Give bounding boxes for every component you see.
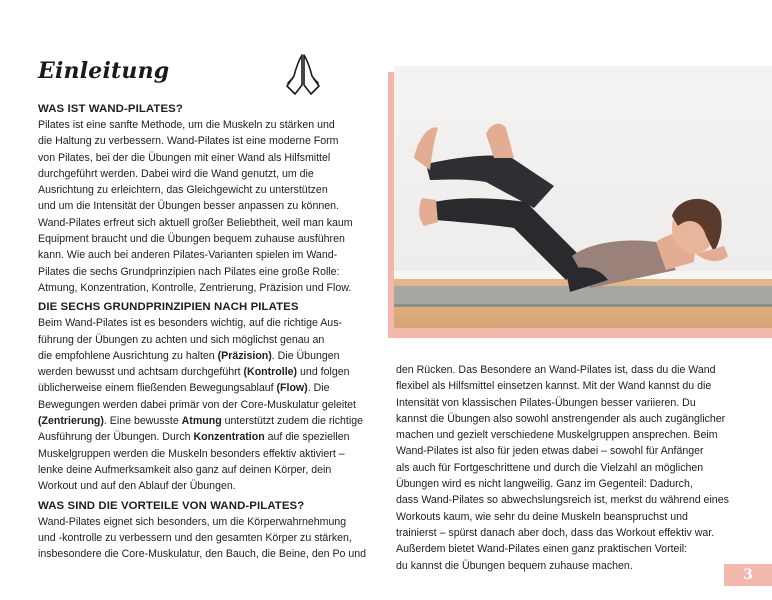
text-line: trainierst – spürst danach aber doch, dass das Workout effektiv war. xyxy=(396,526,715,539)
text-line xyxy=(38,462,386,478)
praying-hands-icon xyxy=(283,52,323,98)
text-line: Außerdem bietet Wand-Pilates einen ganz praktischen Vorteil: xyxy=(396,543,688,556)
text-run: Workout und auf den Ablauf der Übungen. xyxy=(38,480,236,493)
text-line: Wand-Pilates erfreut sich aktuell großer Beliebtheit, weil man kaum xyxy=(38,216,353,229)
text-line: den Rücken. Das Besondere an Wand-Pilates ist, dass du die Wand xyxy=(396,364,716,376)
section-paragraph xyxy=(38,514,386,563)
text-line: kann. Wie auch bei anderen Pilates-Varianten spielen im Wand- xyxy=(38,249,338,262)
text-line: und -kontrolle zu verbessern und den gesamten Körper zu stärken, xyxy=(38,531,352,544)
section-paragraph xyxy=(38,117,386,296)
text-line: Intensität von klassischen Pilates-Übungen besser variieren. Du xyxy=(396,396,696,409)
text-line: Wand-Pilates eignet sich besonders, um die Körperwahrnehmung xyxy=(38,515,347,528)
section-heading: WAS SIND DIE VORTEILE VON WAND-PILATES? xyxy=(38,499,305,512)
text-run: Ausführung der Übungen. Durch xyxy=(38,431,194,444)
chapter-title: Einleitung xyxy=(38,58,170,84)
text-line: Pilates die sechs Grundprinzipien nach Pilates eine große Rolle: xyxy=(38,265,340,278)
page-number-badge xyxy=(724,564,772,586)
text-line: kannst die Übungen also sowohl anstrengender als auch zugänglicher xyxy=(396,412,726,425)
text-line xyxy=(38,364,386,380)
text-line xyxy=(38,413,386,429)
text-line: du kannst die Übungen bequem zuhause machen. xyxy=(396,559,633,572)
text-run: werden bewusst und achtsam durchgeführt xyxy=(38,366,244,379)
text-line: als auch für Fortgeschrittene und durch die Vielzahl an möglichen xyxy=(396,461,704,474)
text-line xyxy=(38,348,386,364)
text-line xyxy=(38,332,386,348)
continuation-paragraph xyxy=(396,362,768,574)
text-run: üblicherweise einem fließenden Bewegungsablauf xyxy=(38,382,277,395)
photo-illustration xyxy=(394,66,772,328)
text-line: flexibel als Hilfsmittel einsetzen kannst. Mit der Wand kannst du die xyxy=(396,380,712,393)
text-run: Muskelgruppen werden die Muskeln besonders effektiv aktiviert – xyxy=(38,447,345,460)
text-run: . Die xyxy=(307,382,330,395)
section-paragraph xyxy=(38,315,386,494)
bold-term: (Zentrierung) xyxy=(38,415,104,428)
text-run: und folgen xyxy=(297,366,350,379)
right-column xyxy=(396,362,768,574)
text-run: Bewegungen werden dabei primär von der Core-Muskulatur geleitet xyxy=(38,398,356,411)
text-line xyxy=(38,380,386,396)
section-heading: DIE SECHS GRUNDPRINZIPIEN NACH PILATES xyxy=(38,301,299,314)
pilates-photo xyxy=(394,66,772,328)
text-line: Wand-Pilates ist also für jeden etwas dabei – sowohl für Anfänger xyxy=(396,445,704,458)
section-heading: WAS IST WAND-PILATES? xyxy=(38,103,183,115)
text-run: unterstützt zudem die richtige xyxy=(221,415,363,428)
bold-term: Konzentration xyxy=(193,431,265,444)
text-line xyxy=(38,397,386,413)
text-line: insbesondere die Core-Muskulatur, den Bauch, die Beine, den Po und xyxy=(38,548,367,561)
bold-term: (Kontrolle) xyxy=(243,366,298,379)
bold-term: (Präzision) xyxy=(217,349,272,362)
text-line: Workouts kaum, wie sehr du deine Muskeln beanspruchst und xyxy=(396,510,688,523)
bold-term: (Flow) xyxy=(276,382,308,395)
text-line: Übungen wird es nicht langweilig. Ganz im Gegenteil: Dadurch, xyxy=(396,478,693,491)
text-run: auf die speziellen xyxy=(264,431,350,444)
text-run: die empfohlene Ausrichtung zu halten xyxy=(38,349,218,362)
text-line: von Pilates, bei der die Übungen mit einer Wand als Hilfsmittel xyxy=(38,151,331,164)
text-run: Beim Wand-Pilates ist es besonders wichtig, auf die richtige Aus- xyxy=(38,317,343,330)
page-number: 3 xyxy=(743,567,753,583)
text-line: dass Wand-Pilates so abwechslungsreich ist, merkst du während eines xyxy=(396,494,729,507)
text-line: und um die Intensität der Übungen besser anpassen zu können. xyxy=(38,200,339,213)
text-run: . Die Übungen xyxy=(271,349,340,362)
text-line: Equipment braucht und die Übungen bequem zuhause ausführen xyxy=(38,233,345,246)
text-line: Ausrichtung zu erleichtern, das Gleichgewicht zu unterstützen xyxy=(38,184,328,197)
text-run: lenke deine Aufmerksamkeit also ganz auf deinen Körper, dein xyxy=(38,463,332,476)
left-column xyxy=(38,102,386,562)
text-line xyxy=(38,429,386,445)
text-run: . Eine bewusste xyxy=(103,415,182,428)
text-line: die Haltung zu verbessern. Wand-Pilates ist eine moderne Form xyxy=(38,135,339,148)
text-line: Pilates ist eine sanfte Methode, um die Muskeln zu stärken und xyxy=(38,119,335,131)
text-run: führung der Übungen zu achten und sich möglichst genau an xyxy=(38,333,325,346)
text-line: durchgeführt werden. Dabei wird die Wand genutzt, um die xyxy=(38,167,314,180)
text-line xyxy=(38,478,386,494)
bold-term: Atmung xyxy=(181,415,222,428)
text-line: machen und gezielt verschiedene Muskelgruppen ansprechen. Beim xyxy=(396,429,718,442)
text-line: Atmung, Konzentration, Kontrolle, Zentrierung, Präzision und Flow. xyxy=(38,281,352,294)
text-line xyxy=(38,315,386,331)
text-line xyxy=(38,446,386,462)
